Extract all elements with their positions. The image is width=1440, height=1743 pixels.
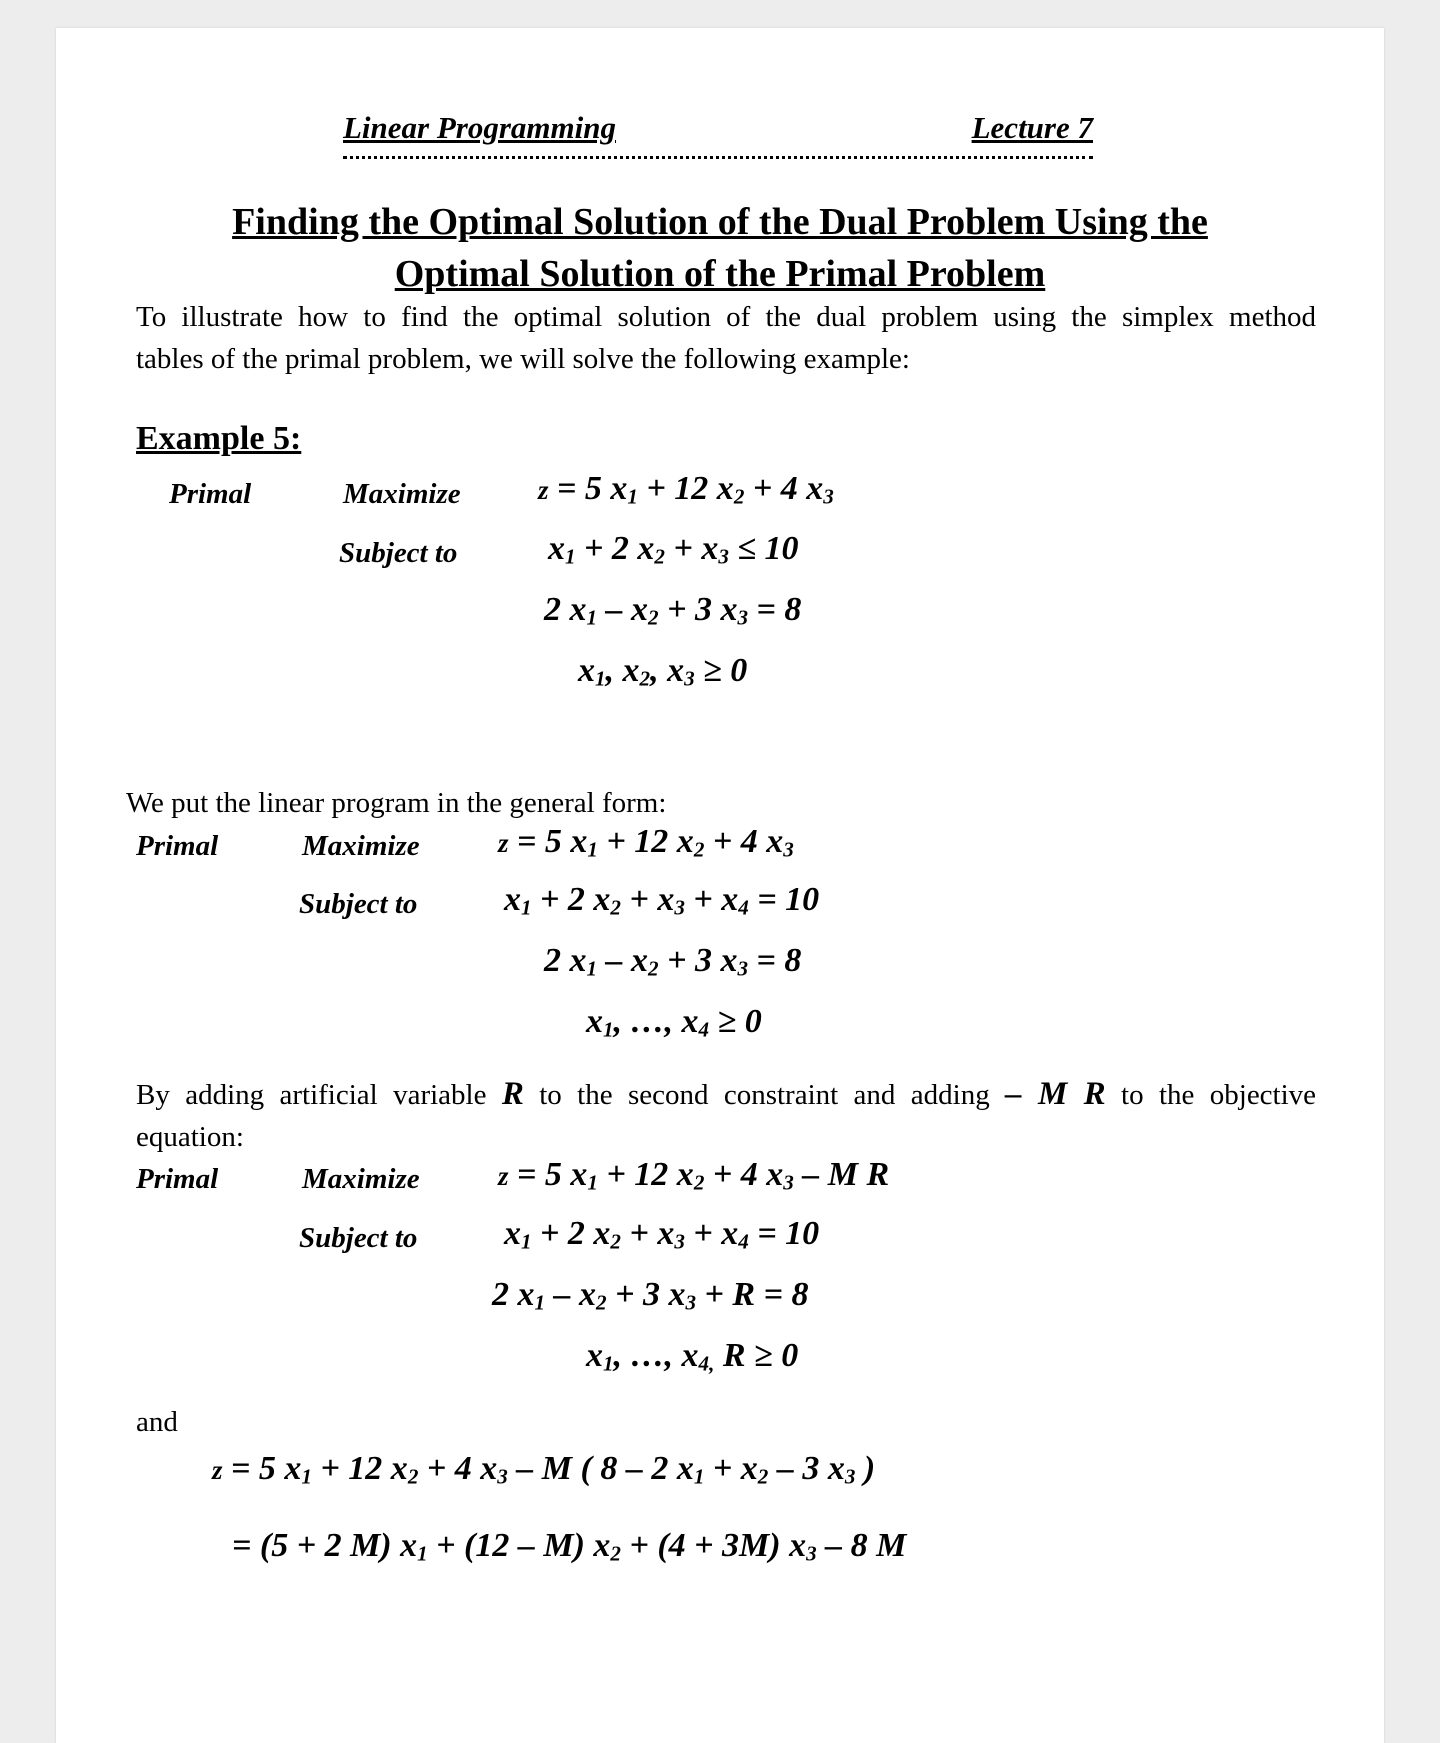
intro-paragraph-line-2: tables of the primal problem, we will solve the following example:: [136, 343, 910, 375]
nonnegativity-constraint: $x_1$, …, $x_4 \ge 0$: [586, 1003, 762, 1042]
objective-function: z = 5 $x_1 + 12$ $x_2 + 4$ $x_3$: [538, 470, 834, 509]
header-lecture-number: Lecture 7: [971, 110, 1093, 145]
constraint-2-with-artificial: 2 $x_1 - x_2 + 3$ $x_3 + R = 8$: [492, 1276, 809, 1315]
primal-label: Primal: [136, 830, 219, 862]
intro-paragraph-line-1: To illustrate how to find the optimal solution of the dual problem using the simplex method: [136, 301, 1316, 333]
primal-label: Primal: [169, 478, 252, 510]
and-text: and: [136, 1406, 178, 1438]
nonnegativity-constraint: $x_1$, $x_2$, $x_3 \ge 0$: [578, 652, 748, 691]
general-form-text: We put the linear program in the general form:: [126, 787, 667, 819]
artificial-variable-paragraph-line-2: equation:: [136, 1121, 244, 1153]
constraint-1: $x_1 + 2$ $x_2 + x_3 + x_4 = 10$: [504, 1215, 820, 1254]
example-heading: Example 5:: [136, 420, 302, 457]
maximize-label: Maximize: [343, 478, 461, 510]
document-page: [56, 28, 1384, 1743]
constraint-1: $x_1 + 2$ $x_2 + x_3 \le 10$: [548, 530, 799, 569]
artificial-variable-paragraph-line-1: By adding artificial variable R to the second constraint and adding – M R to the objective: [136, 1076, 1317, 1112]
constraint-1: $x_1 + 2$ $x_2 + x_3 + x_4 = 10$: [504, 881, 820, 920]
constraint-2: 2 $x_1 - x_2 + 3$ $x_3 = 8$: [544, 591, 802, 630]
maximize-label: Maximize: [302, 830, 420, 862]
page-title-line-1: Finding the Optimal Solution of the Dual Problem Using the: [232, 201, 1208, 243]
simplified-objective: = (5 + 2 M) $x_1 + (12 - M) x_2 + (4 + 3M)$ $x_3 - 8$ M: [232, 1527, 907, 1566]
header-course-title: Linear Programming: [343, 110, 617, 145]
subject-to-label: Subject to: [339, 537, 458, 569]
primal-label: Primal: [136, 1163, 219, 1195]
objective-function: z = 5 $x_1 + 12$ $x_2 + 4$ $x_3$: [498, 823, 794, 862]
maximize-label: Maximize: [302, 1163, 420, 1195]
substituted-objective: z = 5 $x_1 + 12$ $x_2 + 4$ $x_3$ – M ( 8 – 2 $x_1 + x_2 - 3$ $x_3$ ): [212, 1450, 876, 1489]
page-title-line-2: Optimal Solution of the Primal Problem: [394, 253, 1046, 295]
objective-function-with-artificial: z = 5 $x_1 + 12$ $x_2 + 4$ $x_3$ – M R: [498, 1156, 890, 1195]
nonnegativity-constraint: $x_1$, …, $x_{4,}$ R ≥ 0: [586, 1337, 799, 1376]
subject-to-label: Subject to: [299, 888, 418, 920]
subject-to-label: Subject to: [299, 1222, 418, 1254]
running-header: [343, 110, 1093, 159]
constraint-2: 2 $x_1 - x_2 + 3$ $x_3 = 8$: [544, 942, 802, 981]
